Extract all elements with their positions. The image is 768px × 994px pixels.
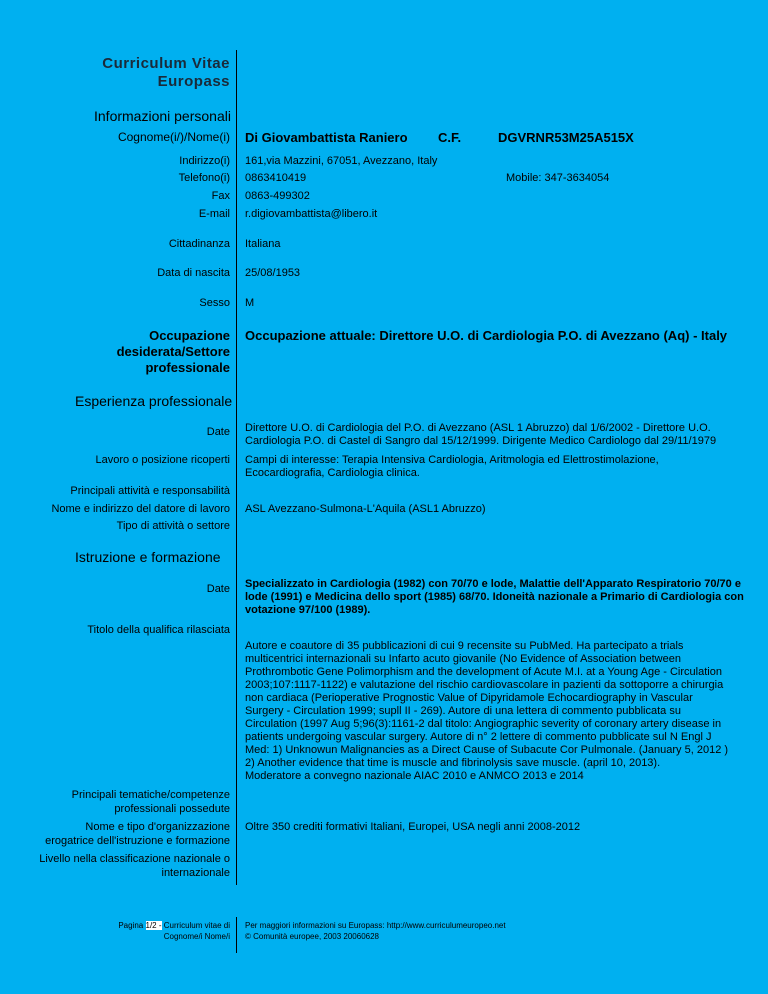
fax-label: Fax xyxy=(211,190,230,202)
occupation-label-2: desiderata/Settore xyxy=(116,344,230,359)
birth-value: 25/08/1953 xyxy=(245,267,301,279)
divider-footer xyxy=(236,917,237,953)
edu-org-label-2: erogatrice dell'istruzione e formazione xyxy=(45,835,230,847)
exp-sector-label: Tipo di attività o settore xyxy=(116,520,230,532)
footer-page-suffix: Curriculum vitae di xyxy=(163,921,230,930)
edu-org-value: Oltre 350 crediti formativi Italiani, Europei, USA negli anni 2008-2012 xyxy=(245,821,581,833)
mobile-value: Mobile: 347-3634054 xyxy=(506,172,610,184)
footer-info-line2: © Comunità europee, 2003 20060628 xyxy=(245,932,379,941)
divider-top xyxy=(236,50,237,885)
cv-title-line1: Curriculum Vitae xyxy=(102,55,230,72)
cf-value: DGVRNR53M25A515X xyxy=(498,130,634,145)
edu-qualification-value-2: Moderatore a convegno nazionale AIAC 2010 e ANMCO 2013 e 2014 xyxy=(245,770,584,782)
citizenship-value: Italiana xyxy=(245,238,281,250)
sex-label: Sesso xyxy=(199,297,230,309)
exp-job-label: Lavoro o posizione ricoperti xyxy=(95,454,230,466)
cf-label: C.F. xyxy=(438,130,462,145)
edu-qualification-label: Titolo della qualifica rilasciata xyxy=(87,624,230,636)
edu-level-label-2: internazionale xyxy=(161,867,230,879)
edu-org-label-1: Nome e tipo d'organizzazione xyxy=(85,821,230,833)
phone-label: Telefono(i) xyxy=(178,172,230,184)
edu-date-value: Specializzato in Cardiologia (1982) con 70/70 e lode, Malattie dell'Apparato Respiratorio 70/70 e lode (1991) e Medicina dello sport (1985) 68/70. Idoneità nazionale a Primario di Cardiologia con votazione 97/100 (1989). xyxy=(245,578,744,616)
name-label: Cognome(i/)/Nome(i) xyxy=(117,130,230,144)
exp-employer-label: Nome e indirizzo del datore di lavoro xyxy=(51,503,230,515)
footer-page-prefix: Pagina xyxy=(118,921,144,930)
section-personal-heading: Informazioni personali xyxy=(94,108,231,124)
cv-title-line2: Europass xyxy=(157,73,230,90)
email-label: E-mail xyxy=(198,208,230,220)
address-value: 161,via Mazzini, 67051, Avezzano, Italy xyxy=(245,155,438,167)
sex-value: M xyxy=(245,297,255,309)
edu-skills-label-2: professionali possedute xyxy=(114,803,230,815)
edu-level-label-1: Livello nella classificazione nazionale o xyxy=(39,853,230,865)
edu-date-label: Date xyxy=(206,583,230,595)
exp-job-value: Campi di interesse: Terapia Intensiva Cardiologia, Aritmologia ed Elettrostimolazione, Ecocardiografia, Cardiologia clinica. xyxy=(245,454,659,479)
citizenship-label: Cittadinanza xyxy=(168,238,230,250)
footer-page-number: 1/2 - xyxy=(145,921,162,930)
name-value: Di Giovambattista Raniero xyxy=(245,130,408,145)
edu-qualification-value: Autore e coautore di 35 pubblicazioni di cui 9 recensite su PubMed. Ha partecipato a trials multicentrici internazionali su Infarto acuto giovanile (No Evidence of Association between Prothrombotic Gene Polimorphism and the development of Acute M.I. at a Young Age - Circulation 2003;107:1117-1122) e valutazione del rischio cardiovascolare in pazienti da sottoporre a chirurgia non cardiaca (Perioperative Prognostic Value of Dipyridamole Echocardiography in Vascular Surgery - Circulation 1999; supll II - 269). Autore di una lettera di commento pubblicata su Circulation (1997 Aug 5;96(3):1161-2 dal titolo: Angiographic severity of coronary artery disease in patients undergoing vascular surgery. Autore di n° 2 lettere di commento pubblicate sul N Engl J Med: 1) Unknowun Malignancies as a Direct Cause of Subacute Cor Pulmonale. (January 5, 2012 ) 2) Another evidence that time is muscle and fibrinolysis save muscle. (april 10, 2013). xyxy=(245,640,729,769)
occupation-label-1: Occupazione xyxy=(149,328,230,343)
footer-page-line2: Cognome/i Nome/i xyxy=(163,932,230,941)
footer-info-line1[interactable]: Per maggiori informazioni su Europass: http://www.curriculumeuropeo.net xyxy=(245,921,506,930)
occupation-value: Occupazione attuale: Direttore U.O. di Cardiologia P.O. di Avezzano (Aq) - Italy xyxy=(245,328,728,343)
phone-value: 0863410419 xyxy=(245,172,307,184)
fax-value: 0863-499302 xyxy=(245,190,310,202)
address-label: Indirizzo(i) xyxy=(179,155,230,167)
section-experience-heading: Esperienza professionale xyxy=(75,393,233,409)
email-value[interactable]: r.digiovambattista@libero.it xyxy=(245,208,378,220)
exp-date-label: Date xyxy=(206,426,230,438)
exp-employer-value: ASL Avezzano-Sulmona-L'Aquila (ASL1 Abruzzo) xyxy=(245,503,486,515)
occupation-label-3: professionale xyxy=(145,360,230,375)
exp-date-value: Direttore U.O. di Cardiologia del P.O. di Avezzano (ASL 1 Abruzzo) dal 1/6/2002 - Direttore U.O. Cardiologia P.O. di Castel di Sangro dal 15/12/1999. Dirigente Medico Cardiologo dal 29/11/1979 xyxy=(245,422,717,447)
footer-page-line1 xyxy=(118,921,230,931)
birth-label: Data di nascita xyxy=(157,267,230,279)
section-education-heading: Istruzione e formazione xyxy=(75,549,221,565)
edu-skills-label-1: Principali tematiche/competenze xyxy=(71,789,230,801)
exp-activities-label: Principali attività e responsabilità xyxy=(70,485,230,497)
